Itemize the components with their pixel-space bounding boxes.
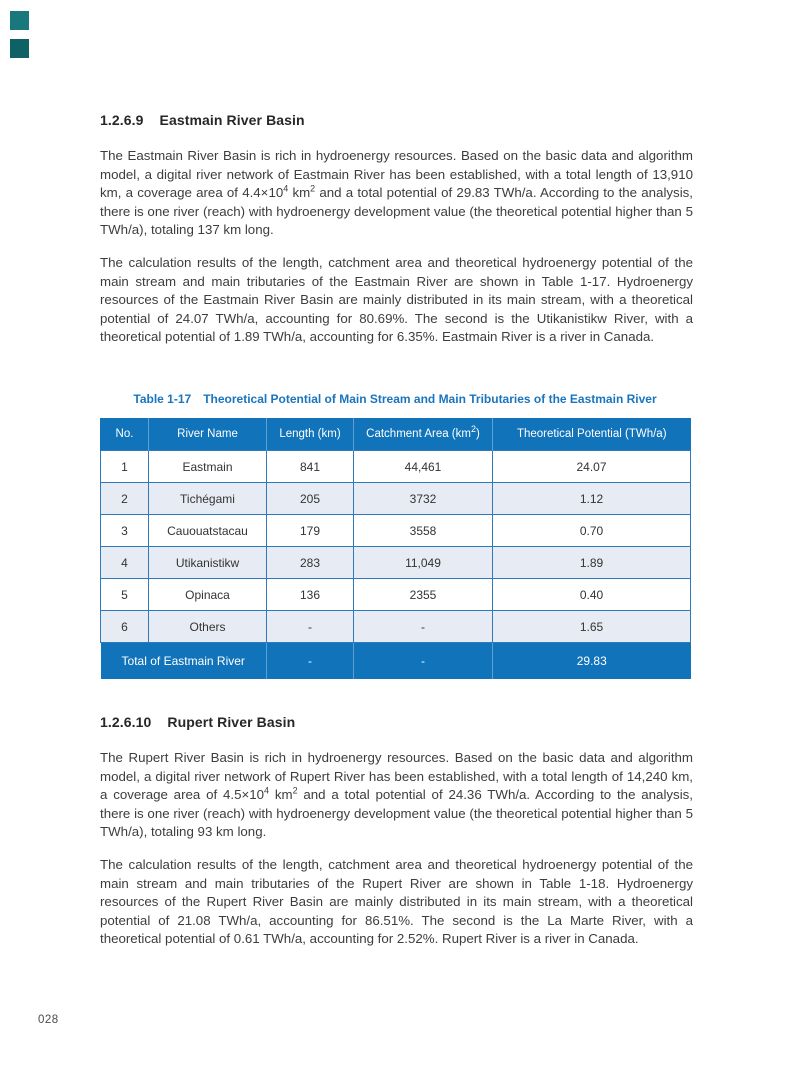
table-caption-title: Theoretical Potential of Main Stream and Main Tributaries of the Eastmain River xyxy=(203,392,657,406)
table-row xyxy=(101,483,691,515)
cell-no: 2 xyxy=(101,483,149,515)
chapter-tab-square-top xyxy=(10,11,29,30)
cell-river-name: Tichégami xyxy=(149,483,267,515)
table-row xyxy=(101,515,691,547)
cell-river-name: Cauouatstacau xyxy=(149,515,267,547)
cell-length: 179 xyxy=(267,515,354,547)
table-row xyxy=(101,579,691,611)
section-heading-eastmain xyxy=(100,112,693,128)
cell-length: 283 xyxy=(267,547,354,579)
column-header-river-name: River Name xyxy=(149,418,267,451)
superscript: 2 xyxy=(470,424,476,435)
column-header-length: Length (km) xyxy=(267,418,354,451)
column-header-text: Catchment Area (km xyxy=(366,428,471,440)
paragraph-rupert-1 xyxy=(100,749,693,842)
cell-area: 3558 xyxy=(354,515,493,547)
total-length: - xyxy=(267,643,354,680)
cell-area: 44,461 xyxy=(354,451,493,483)
table-header-row xyxy=(101,418,691,451)
paragraph-eastmain-1 xyxy=(100,147,693,240)
total-potential: 29.83 xyxy=(493,643,691,680)
section-title: Rupert River Basin xyxy=(167,714,296,730)
cell-river-name: Eastmain xyxy=(149,451,267,483)
eastmain-table xyxy=(100,418,691,679)
cell-area: 11,049 xyxy=(354,547,493,579)
cell-river-name: Utikanistikw xyxy=(149,547,267,579)
table-caption xyxy=(100,392,690,406)
column-header-catchment xyxy=(354,418,493,451)
table-row xyxy=(101,451,691,483)
section-number: 1.2.6.9 xyxy=(100,112,144,128)
cell-river-name: Others xyxy=(149,611,267,643)
paragraph-rupert-2: The calculation results of the length, catchment area and theoretical hydroenergy potential of the main stream and main tributaries of the Rupert River are shown in Table 1-18. Hydroenergy resources of the Rupert River Basin are mainly distributed in its main stream, with a theoretical potential of 21.08 TWh/a, accounting for 86.51%. The second is the La Marte River, with a theoretical potential of 0.61 TWh/a, accounting for 2.52%. Rupert River is a river in Canada. xyxy=(100,857,693,947)
cell-area: 2355 xyxy=(354,579,493,611)
cell-potential: 1.89 xyxy=(493,547,691,579)
paragraph-text: km xyxy=(288,185,311,201)
column-header-no: No. xyxy=(101,418,149,451)
paragraph-text: and a total potential of 29.83 TWh/a. According to the analysis, there is one river (reach) with hydroenergy development value (the theoretical potential higher than 5 TWh/a), totaling 137 km long. xyxy=(100,185,693,238)
paragraph-text: km xyxy=(269,787,293,803)
paragraph-text: The Rupert River Basin is rich in hydroenergy resources. Based on the basic data and algorithm model, a digital river network of Rupert River has been established, with a total length of 14,240 km, a coverage area of 4.5×10 xyxy=(100,750,693,803)
cell-potential: 0.70 xyxy=(493,515,691,547)
cell-area: - xyxy=(354,611,493,643)
total-label: Total of Eastmain River xyxy=(101,643,267,680)
column-header-text: ) xyxy=(476,428,480,440)
page-number: 028 xyxy=(38,1014,59,1026)
total-area: - xyxy=(354,643,493,680)
superscript: 2 xyxy=(310,183,316,194)
column-header-potential: Theoretical Potential (TWh/a) xyxy=(493,418,691,451)
cell-no: 6 xyxy=(101,611,149,643)
cell-potential: 24.07 xyxy=(493,451,691,483)
section-number: 1.2.6.10 xyxy=(100,714,152,730)
cell-length: 136 xyxy=(267,579,354,611)
cell-area: 3732 xyxy=(354,483,493,515)
superscript: 4 xyxy=(264,785,270,796)
cell-no: 5 xyxy=(101,579,149,611)
section-heading-rupert xyxy=(100,714,693,730)
chapter-tab-square-bottom xyxy=(10,39,29,58)
cell-length: - xyxy=(267,611,354,643)
table-total-row xyxy=(101,643,691,680)
cell-no: 1 xyxy=(101,451,149,483)
cell-no: 3 xyxy=(101,515,149,547)
paragraph-text: and a total potential of 24.36 TWh/a. According to the analysis, there is one river (reach) with hydroenergy development value (the theoretical potential higher than 5 TWh/a), totaling 93 km long. xyxy=(100,787,693,840)
cell-potential: 1.65 xyxy=(493,611,691,643)
cell-potential: 0.40 xyxy=(493,579,691,611)
cell-length: 205 xyxy=(267,483,354,515)
section-title: Eastmain River Basin xyxy=(159,112,305,128)
cell-river-name: Opinaca xyxy=(149,579,267,611)
cell-no: 4 xyxy=(101,547,149,579)
table-row xyxy=(101,547,691,579)
table-row xyxy=(101,611,691,643)
cell-length: 841 xyxy=(267,451,354,483)
cell-potential: 1.12 xyxy=(493,483,691,515)
paragraph-text: The Eastmain River Basin is rich in hydroenergy resources. Based on the basic data and algorithm model, a digital river network of Eastmain River has been established, with a total length of 13,910 km, a coverage area of 4.4×10 xyxy=(100,148,693,201)
superscript: 2 xyxy=(292,785,298,796)
paragraph-eastmain-2: The calculation results of the length, catchment area and theoretical hydroenergy potential of the main stream and main tributaries of the Eastmain River are shown in Table 1-17. Hydroenergy resources of the Eastmain River Basin are mainly distributed in its main stream, with a theoretical potential of 24.07 TWh/a, accounting for 80.69%. The second is the Utikanistikw River, with a theoretical potential of 1.89 TWh/a, accounting for 6.35%. Eastmain River is a river in Canada. xyxy=(100,255,693,345)
table-caption-label: Table 1-17 xyxy=(133,392,192,406)
superscript: 4 xyxy=(283,183,289,194)
